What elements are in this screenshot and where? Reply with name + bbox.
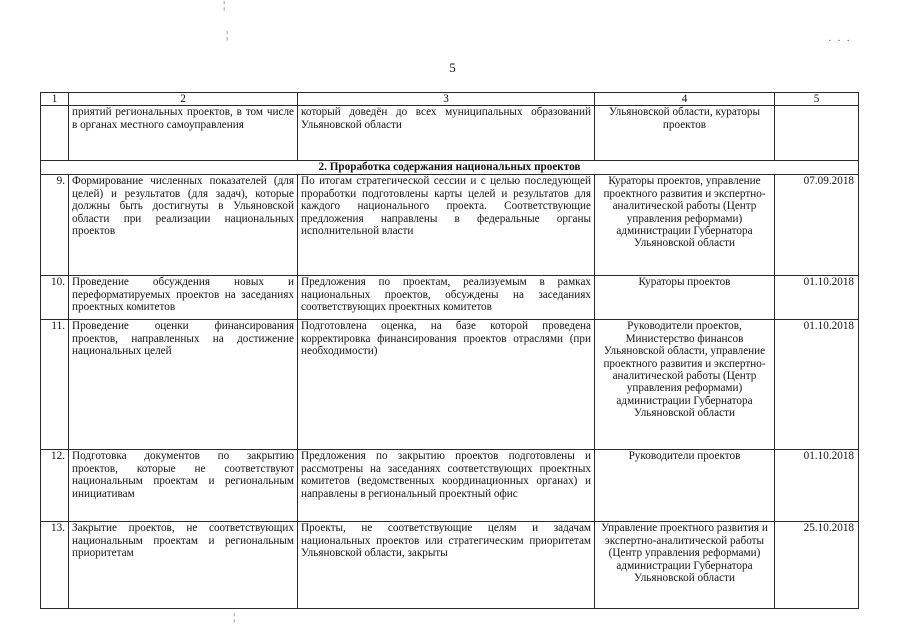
row-number: 9. [41, 175, 69, 276]
table-row [41, 522, 859, 609]
date-cell: 01.10.2018 [775, 320, 859, 450]
table-row [41, 175, 859, 276]
section-row [41, 161, 859, 175]
result-cell: который доведён до всех муниципальных образований Ульяновской области [298, 106, 595, 161]
row-number: 10. [41, 276, 69, 320]
header-cell-2: 2 [69, 93, 298, 106]
scan-mark-right: · · · [828, 35, 850, 47]
section-title: 2. Проработка содержания национальных проектов [41, 161, 859, 175]
action-cell: Проведение обсуждения новых и переформатируемых проектов на заседаниях проектных комитетов [69, 276, 298, 320]
date-cell [775, 106, 859, 161]
date-cell: 25.10.2018 [775, 522, 859, 609]
header-cell-3: 3 [298, 93, 595, 106]
table-row [41, 450, 859, 522]
row-number: 12. [41, 450, 69, 522]
responsible-cell: Кураторы проектов [595, 276, 775, 320]
responsible-cell: Управление проектного развития и экспертно-аналитической работы (Центр управления реформами) администрации Губернатора Ульяновской области [595, 522, 775, 609]
row-number [41, 106, 69, 161]
result-cell: Подготовлена оценка, на базе которой проведена корректировка финансирования проектов отраслями (при необходимости) [298, 320, 595, 450]
header-cell-5: 5 [775, 93, 859, 106]
plan-table [40, 92, 859, 609]
header-cell-4: 4 [595, 93, 775, 106]
responsible-cell: Кураторы проектов, управление проектного развития и экспертно-аналитической работы (Центр управления реформами) администрации Губернатора Ульяновской области [595, 175, 775, 276]
responsible-cell: Руководители проектов [595, 450, 775, 522]
responsible-cell: Ульяновской области, кураторы проектов [595, 106, 775, 161]
header-row [41, 93, 859, 106]
page-number: 5 [449, 60, 456, 75]
result-cell: Проекты, не соответствующие целям и задачам национальных проектов или стратегическим приоритетам Ульяновской области, закрыты [298, 522, 595, 609]
action-cell: Формирование численных показателей (для целей) и результатов (для задач), которые должны быть достигнуты в Ульяновской области при реализации национальных проектов [69, 175, 298, 276]
date-cell: 07.09.2018 [775, 175, 859, 276]
action-cell: Подготовка документов по закрытию проектов, которые не соответствуют национальным проектам и региональным инициативам [69, 450, 298, 522]
scan-mark-left: ¦ [226, 29, 229, 41]
header-cell-1: 1 [41, 93, 69, 106]
table-row [41, 320, 859, 450]
responsible-cell: Руководители проектов, Министерство финансов Ульяновской области, управление проектного развития и экспертно-аналитической работы (Центр управления реформами) администрации Губернатора Ульяновской области [595, 320, 775, 450]
result-cell: Предложения по проектам, реализуемым в рамках национальных проектов, обсуждены на заседаниях соответствующих проектных комитетов [298, 276, 595, 320]
scan-mark-top: ¦ [223, 0, 226, 11]
date-cell: 01.10.2018 [775, 276, 859, 320]
action-cell: приятий региональных проектов, в том числе в органах местного самоуправления [69, 106, 298, 161]
table-row [41, 276, 859, 320]
action-cell: Проведение оценки финансирования проектов, направленных на достижение национальных целей [69, 320, 298, 450]
result-cell: Предложения по закрытию проектов подготовлены и рассмотрены на заседаниях соответствующих проектных комитетов (ведомственных координационных органах) и направлены в региональный проектный офис [298, 450, 595, 522]
action-cell: Закрытие проектов, не соответствующих национальным проектам и региональным приоритетам [69, 522, 298, 609]
date-cell: 01.10.2018 [775, 450, 859, 522]
scan-mark-bottom: ¦ [233, 611, 236, 623]
table-row-continuation [41, 106, 859, 161]
result-cell: По итогам стратегической сессии и с целью последующей проработки подготовлены карты целей и результатов для каждого национального проекта. Соответствующие предложения направлены в федеральные органы исполнительной власти [298, 175, 595, 276]
row-number: 11. [41, 320, 69, 450]
row-number: 13. [41, 522, 69, 609]
